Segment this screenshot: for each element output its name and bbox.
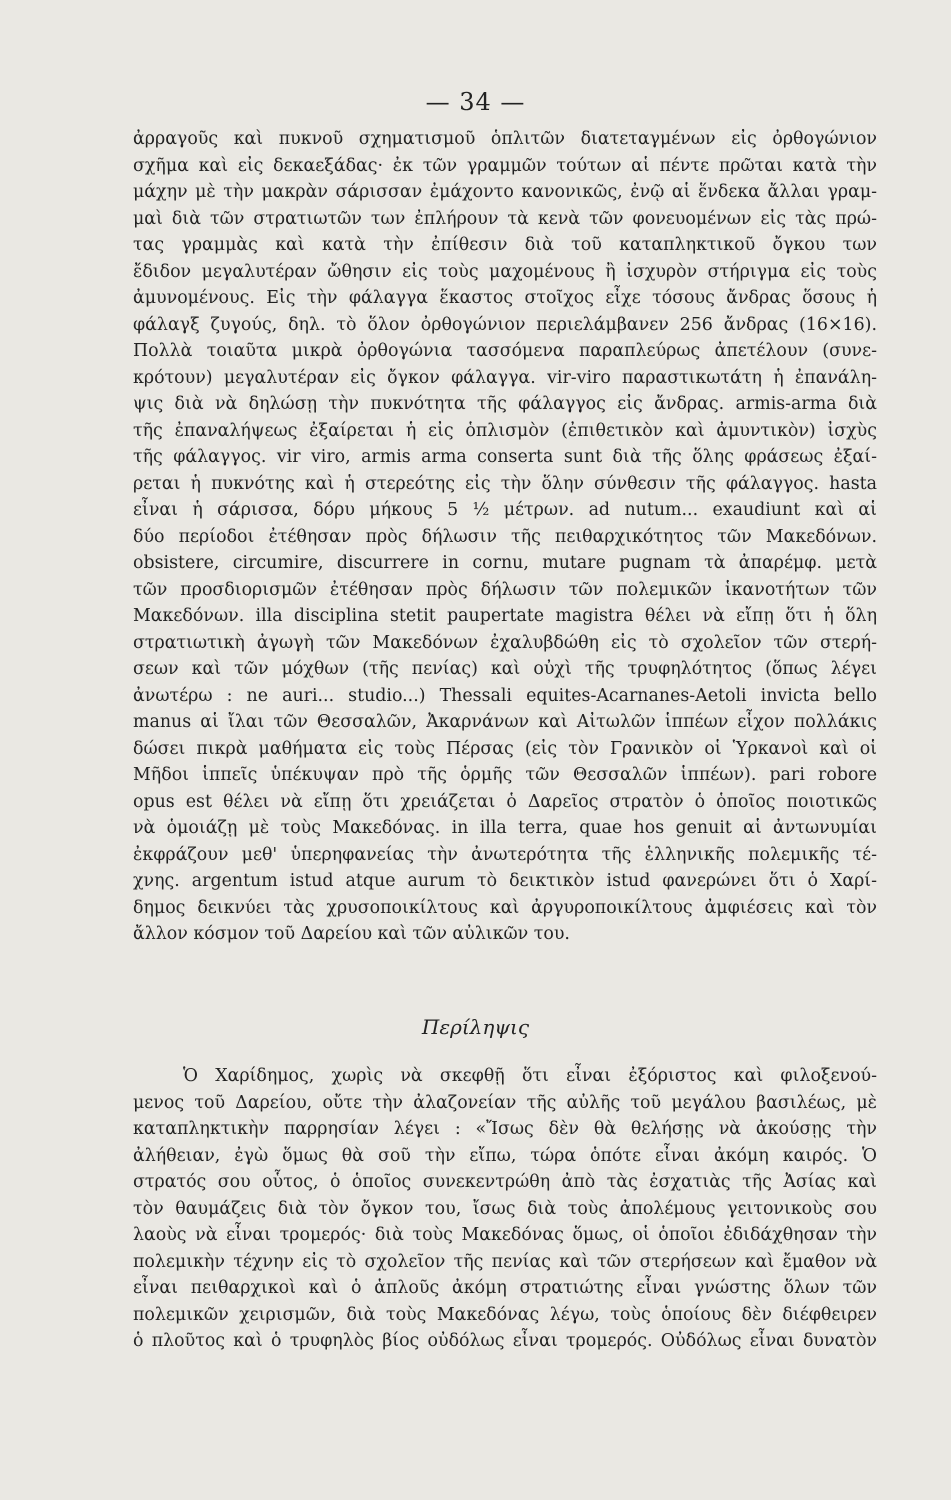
text-line: κρότουν) μεγαλυτέραν εἰς ὄγκον φάλαγγα. vir-viro παραστικωτάτη ἡ ἐπανάλη- xyxy=(133,367,877,388)
text-line: obsistere, circumire, discurrere in cornu, mutare pugnam τὰ ἀπαρέμφ. μετὰ xyxy=(133,553,877,573)
text-line: εἶναι πειθαρχικοὶ καὶ ὁ ἁπλοῦς ἀκόμη στρατιώτης εἶναι γνώστης ὅλων τῶν xyxy=(133,1278,877,1298)
text-line: τὸν θαυμάζεις διὰ τὸν ὄγκον του, ἴσως διὰ τοὺς ἀπολέμους γειτονικοὺς σου xyxy=(133,1198,877,1219)
text-line: χνης. argentum istud atque aurum τὸ δεικτικὸν istud φανερώνει ὅτι ὁ Χαρί- xyxy=(133,871,877,891)
summary-text xyxy=(133,1063,877,1355)
text-line: ρεται ἡ πυκνότης καὶ ἡ στερεότης εἰς τὴν ὅλην σύνθεσιν τῆς φάλαγγος. hasta xyxy=(133,473,877,494)
text-line: πολεμικὴν τέχνην εἰς τὸ σχολεῖον τῆς πενίας καὶ τῶν στερήσεων καὶ ἔμαθον νὰ xyxy=(133,1251,877,1272)
text-line: manus αἱ ἴλαι τῶν Θεσσαλῶν, Ἀκαρνάνων καὶ Αἰτωλῶν ἱππέων εἶχον πολλάκις xyxy=(133,712,877,732)
text-line: καταπληκτικὴν παρρησίαν λέγει : «Ἴσως δὲν θὰ θελήσῃς νὰ ἀκούσῃς τὴν xyxy=(133,1119,877,1139)
text-line: ἀμυνομένους. Εἰς τὴν φάλαγγα ἕκαστος στοῖχος εἶχε τόσους ἄνδρας ὅσους ἡ xyxy=(133,288,877,308)
commentary-text xyxy=(133,126,877,948)
text-line: ἔδιδον μεγαλυτέραν ὤθησιν εἰς τοὺς μαχομένους ἢ ἰσχυρὸν στήριγμα εἰς τοὺς xyxy=(133,261,877,282)
text-line: μαὶ διὰ τῶν στρατιωτῶν των ἐπλήρουν τὰ κενὰ τῶν φονευομένων εἰς τὰς πρώ- xyxy=(133,208,877,229)
text-line: Ὁ Χαρίδημος, χωρὶς νὰ σκεφθῇ ὅτι εἶναι ἐξόριστος καὶ φιλοξενού- xyxy=(183,1066,877,1086)
text-line: μάχην μὲ τὴν μακρὰν σάρισσαν ἐμάχοντο κανονικῶς, ἐνῷ αἱ ἕνδεκα ἄλλαι γραμ- xyxy=(133,182,877,202)
text-line: φάλαγξ ζυγούς, δηλ. τὸ ὅλον ὀρθογώνιον περιελάμβανεν 256 ἄνδρας (16×16). xyxy=(133,314,877,335)
text-line: σχῆμα καὶ εἰς δεκαεξάδας· ἐκ τῶν γραμμῶν τούτων αἱ πέντε πρῶται κατὰ τὴν xyxy=(133,155,877,176)
text-line: Πολλὰ τοιαῦτα μικρὰ ὀρθογώνια τασσόμενα παραπλεύρως ἀπετέλουν (συνε- xyxy=(133,341,877,361)
text-line: τῆς φάλαγγος. vir viro, armis arma conserta sunt διὰ τῆς ὅλης φράσεως ἐξαί- xyxy=(133,447,877,467)
text-line: εἶναι ἡ σάρισσα, δόρυ μήκους 5 ½ μέτρων. ad nutum... exaudiunt καὶ αἱ xyxy=(133,500,877,520)
text-line: δώσει πικρὰ μαθήματα εἰς τοὺς Πέρσας (εἰς τὸν Γρανικὸν οἱ Ὑρκανοὶ καὶ οἱ xyxy=(133,738,877,759)
text-line: opus est θέλει νὰ εἴπῃ ὅτι χρειάζεται ὁ Δαρεῖος στρατὸν ὁ ὁποῖος ποιοτικῶς xyxy=(133,791,877,812)
text-line: σεων καὶ τῶν μόχθων (τῆς πενίας) καὶ οὐχὶ τῆς τρυφηλότητος (ὅπως λέγει xyxy=(133,659,877,679)
text-line: ἀρραγοῦς καὶ πυκνοῦ σχηματισμοῦ ὁπλιτῶν διατεταγμένων εἰς ὀρθογώνιον xyxy=(133,129,877,149)
text-line: ἐκφράζουν μεθ' ὑπερηφανείας τὴν ἀνωτερότητα τῆς ἑλληνικῆς πολεμικῆς τέ- xyxy=(133,844,877,865)
text-line: ὁ πλοῦτος καὶ ὁ τρυφηλὸς βίος οὐδόλως εἶναι τρομερός. Οὐδόλως εἶναι δυνατὸν xyxy=(133,1331,877,1351)
text-line: νὰ ὁμοιάζῃ μὲ τοὺς Μακεδόνας. in illa terra, quae hos genuit αἱ ἀντωνυμίαι xyxy=(133,818,877,838)
text-line: ἀλήθειαν, ἐγὼ ὅμως θὰ σοῦ τὴν εἴπω, τώρα ὁπότε εἶναι ἀκόμη καιρός. Ὁ xyxy=(133,1145,877,1166)
section-title: Περίληψις xyxy=(421,1015,530,1039)
text-line: λαοὺς νὰ εἶναι τρομερός· διὰ τοὺς Μακεδόνας ὅμως, οἱ ὁποῖοι ἐδιδάχθησαν τὴν xyxy=(133,1225,877,1245)
text-line: δύο περίοδοι ἐτέθησαν πρὸς δήλωσιν τῆς πειθαρχικότητος τῶν Μακεδόνων. xyxy=(133,526,877,547)
text-line: τῶν προσδιορισμῶν ἐτέθησαν πρὸς δήλωσιν τῶν πολεμικῶν ἱκανοτήτων τῶν xyxy=(133,579,877,600)
text-line: δημος δεικνύει τὰς χρυσοποικίλτους καὶ ἀργυροποικίλτους ἀμφιέσεις καὶ τὸν xyxy=(133,897,877,918)
text-line: ἀνωτέρω : ne auri... studio...) Thessali equites-Acarnanes-Aetoli invicta bello xyxy=(133,685,877,706)
text-line: Μῆδοι ἱππεῖς ὑπέκυψαν πρὸ τῆς ὁρμῆς τῶν Θεσσαλῶν ἱππέων). pari robore xyxy=(133,765,877,785)
text-line: μενος τοῦ Δαρείου, οὔτε τὴν ἀλαζονείαν τῆς αὐλῆς τοῦ μεγάλου βασιλέως, μὲ xyxy=(133,1092,877,1113)
page-number: — 34 — xyxy=(425,88,526,116)
text-line: ἄλλον κόσμον τοῦ Δαρείου καὶ τῶν αὐλικῶν του. xyxy=(133,924,570,944)
text-line: τας γραμμὰς καὶ κατὰ τὴν ἐπίθεσιν διὰ τοῦ καταπληκτικοῦ ὄγκου των xyxy=(133,235,877,255)
text-line: στρατιωτικὴ ἀγωγὴ τῶν Μακεδόνων ἐχαλυβδώθη εἰς τὸ σχολεῖον τῶν στερή- xyxy=(133,632,877,653)
text-line: Μακεδόνων. illa disciplina stetit paupertate magistra θέλει νὰ εἴπῃ ὅτι ἡ ὅλη xyxy=(133,606,877,626)
text-line: ψις διὰ νὰ δηλώσῃ τὴν πυκνότητα τῆς φάλαγγος εἰς ἄνδρας. armis-arma διὰ xyxy=(133,394,877,414)
text-line: τῆς ἐπαναλήψεως ἐξαίρεται ἡ εἰς ὁπλισμὸν (ἐπιθετικὸν καὶ ἀμυντικὸν) ἰσχὺς xyxy=(133,420,877,441)
text-line: πολεμικῶν χειρισμῶν, διὰ τοὺς Μακεδόνας λέγω, τοὺς ὁποίους δὲν διέφθειρεν xyxy=(133,1304,877,1325)
text-line: στρατός σου οὗτος, ὁ ὁποῖος συνεκεντρώθη ἀπὸ τὰς ἐσχατιὰς τῆς Ἀσίας καὶ xyxy=(133,1172,877,1192)
